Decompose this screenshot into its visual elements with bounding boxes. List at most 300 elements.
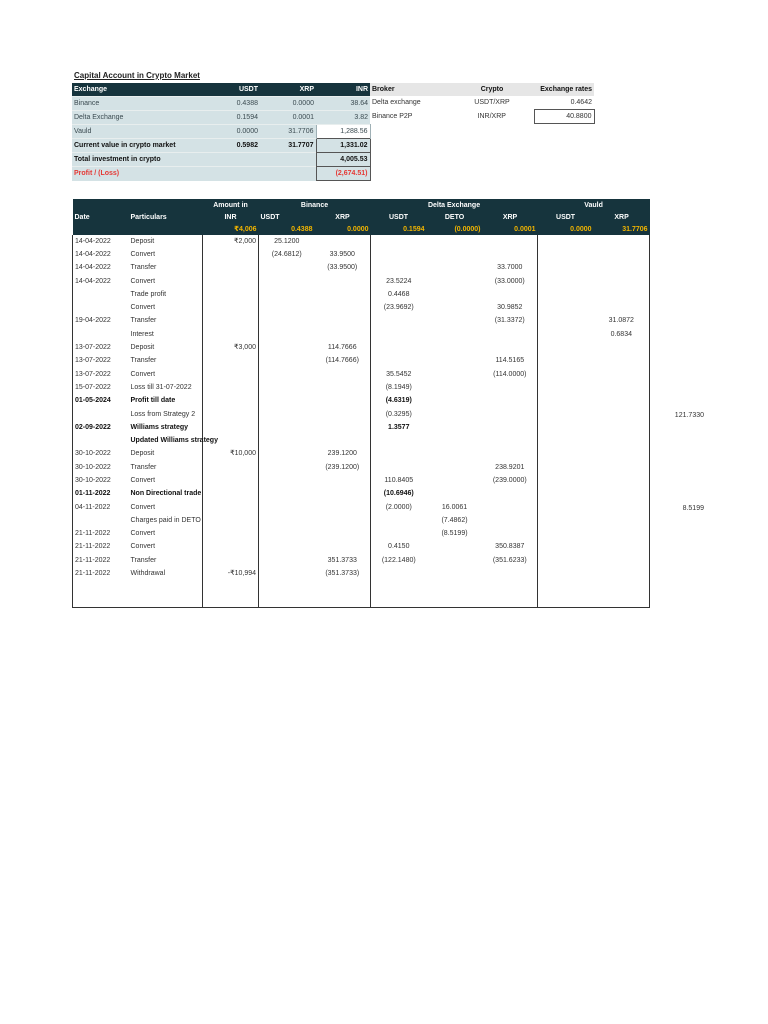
particulars-cell[interactable] [129,581,203,594]
particulars-cell[interactable]: Deposit [130,237,155,245]
value-cell[interactable] [315,301,371,314]
value-cell[interactable] [259,448,315,461]
value-cell[interactable] [371,567,427,580]
particulars-cell[interactable]: Charges paid in DETO [130,516,201,524]
broker-cell[interactable]: INR/XRP [450,110,534,124]
date-cell[interactable]: 30-10-2022 [73,474,129,487]
value-cell[interactable]: 0.4468 [371,288,427,301]
summary-cell[interactable]: Current value in crypto market [72,139,202,153]
value-cell[interactable] [483,434,538,447]
value-cell[interactable] [259,541,315,554]
value-cell[interactable] [259,514,315,527]
value-cell[interactable] [203,355,259,368]
value-cell[interactable] [594,488,650,501]
value-cell[interactable] [483,408,538,421]
value-cell[interactable] [259,528,315,541]
summary-cell[interactable]: 0.0001 [260,111,316,125]
value-cell[interactable]: 33.9500 [329,250,355,258]
value-cell[interactable]: (7.4862) [441,516,468,524]
value-cell[interactable] [594,421,650,434]
date-cell[interactable]: 30-10-2022 [73,448,129,461]
date-cell[interactable] [73,581,129,594]
particulars-cell[interactable]: Convert [130,304,156,312]
value-cell[interactable] [203,262,259,275]
value-cell[interactable]: (114.0000) [493,370,527,378]
value-cell[interactable] [594,341,650,354]
particulars-cell[interactable]: Profit till date [130,397,176,405]
value-cell[interactable] [259,381,315,394]
value-cell[interactable]: ₹10,000 [203,448,259,461]
date-cell[interactable]: 21-11-2022 [73,567,129,580]
summary-cell[interactable]: 4,005.53 [316,153,370,167]
value-cell[interactable] [427,301,483,314]
summary-cell[interactable]: 0.5982 [202,139,260,153]
summary-cell[interactable]: 0.0000 [260,97,316,111]
value-cell[interactable]: (23.9692) [371,301,427,314]
value-cell[interactable]: (239.1200) [325,463,360,471]
value-cell[interactable] [315,368,371,381]
value-cell[interactable]: 35.5452 [371,368,427,381]
date-cell[interactable]: 13-07-2022 [73,368,129,381]
value-cell[interactable] [315,514,371,527]
value-cell[interactable] [483,341,538,354]
particulars-cell[interactable]: Withdrawal [130,570,166,578]
value-cell[interactable] [259,328,315,341]
side-value[interactable]: 8.5199 [682,505,704,512]
value-cell[interactable] [594,235,650,248]
summary-cell[interactable]: Vauld [72,125,202,139]
value-cell[interactable] [483,248,538,261]
date-cell[interactable] [73,594,129,608]
value-cell[interactable] [203,368,259,381]
value-cell[interactable] [538,541,594,554]
date-cell[interactable]: 01-11-2022 [73,488,129,501]
value-cell[interactable] [259,368,315,381]
value-cell[interactable] [427,581,483,594]
value-cell[interactable]: (24.6812) [259,248,315,261]
value-cell[interactable] [538,235,594,248]
value-cell[interactable] [259,275,315,288]
summary-cell[interactable]: 1,331.02 [316,139,370,153]
particulars-cell[interactable]: Convert [130,250,156,258]
date-cell[interactable] [73,301,129,314]
broker-cell[interactable]: 40.8800 [534,110,594,124]
value-cell[interactable] [259,341,315,354]
value-cell[interactable] [538,262,594,275]
value-cell[interactable] [203,541,259,554]
value-cell[interactable] [594,408,650,421]
value-cell[interactable] [483,288,538,301]
value-cell[interactable] [315,541,371,554]
value-cell[interactable] [594,355,650,368]
value-cell[interactable] [538,248,594,261]
value-cell[interactable] [259,581,315,594]
value-cell[interactable] [315,488,371,501]
value-cell[interactable]: ₹2,000 [203,235,259,248]
particulars-cell[interactable]: Loss till 31-07-2022 [130,383,192,391]
value-cell[interactable] [538,421,594,434]
date-cell[interactable]: 21-11-2022 [73,554,129,567]
value-cell[interactable]: (2.0000) [371,501,427,514]
value-cell[interactable] [203,248,259,261]
value-cell[interactable] [483,567,538,580]
value-cell[interactable]: 30.9852 [497,304,523,312]
particulars-cell[interactable] [129,594,203,608]
value-cell[interactable] [483,328,538,341]
value-cell[interactable] [371,262,427,275]
value-cell[interactable]: (239.0000) [492,476,527,484]
value-cell[interactable] [259,288,315,301]
value-cell[interactable] [371,434,427,447]
value-cell[interactable] [427,315,483,328]
date-cell[interactable]: 14-04-2022 [73,248,129,261]
value-cell[interactable] [594,501,650,514]
value-cell[interactable] [594,275,650,288]
value-cell[interactable]: 114.7666 [327,344,357,352]
value-cell[interactable] [259,461,315,474]
particulars-cell[interactable]: Convert [130,543,156,551]
date-cell[interactable]: 02-09-2022 [73,421,129,434]
value-cell[interactable] [538,581,594,594]
value-cell[interactable]: 25.1200 [259,235,315,248]
value-cell[interactable] [315,434,371,447]
value-cell[interactable]: 350.8387 [495,543,525,551]
value-cell[interactable] [203,328,259,341]
date-cell[interactable]: 14-04-2022 [73,262,129,275]
summary-cell[interactable]: 0.4388 [202,97,260,111]
value-cell[interactable]: -₹10,994 [203,567,259,580]
broker-cell[interactable]: Binance P2P [370,110,450,124]
particulars-cell[interactable]: Convert [130,476,156,484]
value-cell[interactable] [483,381,538,394]
value-cell[interactable] [371,514,427,527]
value-cell[interactable]: 31.0872 [594,315,650,328]
summary-cell[interactable]: 31.7706 [260,125,316,139]
value-cell[interactable] [427,262,483,275]
value-cell[interactable] [203,315,259,328]
value-cell[interactable] [483,528,538,541]
value-cell[interactable] [203,501,259,514]
value-cell[interactable] [594,541,650,554]
value-cell[interactable] [315,275,371,288]
value-cell[interactable] [315,288,371,301]
date-cell[interactable]: 01-05-2024 [73,395,129,408]
value-cell[interactable] [259,355,315,368]
value-cell[interactable] [538,434,594,447]
value-cell[interactable] [371,581,427,594]
value-cell[interactable] [483,421,538,434]
value-cell[interactable] [259,501,315,514]
broker-cell[interactable]: USDT/XRP [450,96,534,110]
value-cell[interactable] [371,328,427,341]
value-cell[interactable] [259,554,315,567]
value-cell[interactable] [259,408,315,421]
value-cell[interactable] [203,288,259,301]
value-cell[interactable] [315,328,371,341]
summary-cell[interactable]: Total investment in crypto [72,153,316,167]
broker-cell[interactable]: 0.4642 [534,96,594,110]
value-cell[interactable] [538,301,594,314]
summary-cell[interactable]: Delta Exchange [72,111,202,125]
value-cell[interactable] [427,368,483,381]
broker-cell[interactable]: Delta exchange [370,96,450,110]
value-cell[interactable] [427,567,483,580]
value-cell[interactable] [538,368,594,381]
value-cell[interactable] [203,301,259,314]
value-cell[interactable] [315,408,371,421]
date-cell[interactable] [73,434,129,447]
value-cell[interactable] [203,594,259,608]
value-cell[interactable] [371,461,427,474]
value-cell[interactable] [371,248,427,261]
value-cell[interactable] [203,275,259,288]
value-cell[interactable] [483,448,538,461]
value-cell[interactable] [203,528,259,541]
value-cell[interactable] [371,341,427,354]
particulars-cell[interactable]: Convert [130,277,156,285]
value-cell[interactable]: (351.3733) [325,570,360,578]
value-cell[interactable] [371,355,427,368]
value-cell[interactable] [259,474,315,487]
value-cell[interactable]: (114.7666) [325,357,359,365]
value-cell[interactable] [315,235,371,248]
particulars-cell[interactable]: Deposit [130,344,155,352]
value-cell[interactable]: (4.6319) [371,395,427,408]
value-cell[interactable]: 0.4150 [371,541,427,554]
value-cell[interactable] [259,395,315,408]
value-cell[interactable] [594,395,650,408]
value-cell[interactable] [427,275,483,288]
value-cell[interactable] [538,567,594,580]
value-cell[interactable] [259,262,315,275]
value-cell[interactable] [315,528,371,541]
summary-cell[interactable]: 0.1594 [202,111,260,125]
value-cell[interactable] [538,528,594,541]
particulars-cell[interactable]: Transfer [130,463,157,471]
particulars-cell[interactable]: Convert [130,370,156,378]
value-cell[interactable] [594,554,650,567]
value-cell[interactable]: 1.3577 [371,421,427,434]
date-cell[interactable]: 21-11-2022 [73,528,129,541]
particulars-cell[interactable]: Interest [130,330,154,338]
value-cell[interactable]: 239.1200 [327,450,357,458]
value-cell[interactable] [594,594,650,608]
value-cell[interactable] [203,474,259,487]
summary-cell[interactable]: 31.7707 [260,139,316,153]
value-cell[interactable] [594,581,650,594]
particulars-cell[interactable]: Deposit [130,450,155,458]
value-cell[interactable]: (122.1480) [371,554,427,567]
value-cell[interactable]: 0.6834 [594,328,650,341]
value-cell[interactable]: ₹3,000 [203,341,259,354]
value-cell[interactable] [538,408,594,421]
value-cell[interactable] [594,514,650,527]
value-cell[interactable]: (10.6946) [371,488,427,501]
value-cell[interactable] [259,567,315,580]
value-cell[interactable] [538,288,594,301]
summary-cell[interactable]: Binance [72,97,202,111]
particulars-cell[interactable]: Convert [130,530,156,538]
particulars-cell[interactable]: Non Directional trade [130,490,202,498]
summary-cell[interactable]: (2,674.51) [316,167,370,181]
value-cell[interactable]: (8.5199) [441,530,468,538]
particulars-cell[interactable]: Williams strategy [130,423,189,431]
value-cell[interactable] [427,341,483,354]
value-cell[interactable] [315,421,371,434]
value-cell[interactable] [594,381,650,394]
value-cell[interactable] [315,315,371,328]
value-cell[interactable] [371,235,427,248]
side-value[interactable]: 121.7330 [674,412,704,419]
summary-cell[interactable]: 38.64 [316,97,370,111]
value-cell[interactable]: (33.0000) [494,277,525,285]
particulars-cell[interactable]: Loss from Strategy 2 [130,410,196,418]
date-cell[interactable] [73,408,129,421]
value-cell[interactable] [538,315,594,328]
value-cell[interactable] [427,248,483,261]
value-cell[interactable] [538,514,594,527]
date-cell[interactable] [73,514,129,527]
value-cell[interactable]: 16.0061 [441,503,468,511]
value-cell[interactable] [427,434,483,447]
summary-cell[interactable]: 1,288.56 [316,125,370,139]
value-cell[interactable] [315,594,371,608]
value-cell[interactable]: (0.3295) [371,408,427,421]
value-cell[interactable] [427,408,483,421]
value-cell[interactable] [259,488,315,501]
value-cell[interactable] [427,395,483,408]
particulars-cell[interactable]: Convert [130,503,156,511]
date-cell[interactable]: 04-11-2022 [73,501,129,514]
value-cell[interactable] [315,395,371,408]
particulars-cell[interactable]: Trade profit [130,290,167,298]
value-cell[interactable] [371,448,427,461]
value-cell[interactable] [538,474,594,487]
value-cell[interactable] [259,434,315,447]
value-cell[interactable] [427,235,483,248]
value-cell[interactable] [203,554,259,567]
value-cell[interactable] [371,315,427,328]
value-cell[interactable] [594,528,650,541]
value-cell[interactable] [483,488,538,501]
value-cell[interactable]: (31.3372) [494,317,525,325]
date-cell[interactable] [73,328,129,341]
value-cell[interactable] [483,235,538,248]
value-cell[interactable] [259,315,315,328]
particulars-cell[interactable]: Transfer [130,264,157,272]
value-cell[interactable] [427,541,483,554]
value-cell[interactable] [594,461,650,474]
value-cell[interactable] [538,355,594,368]
value-cell[interactable] [538,461,594,474]
value-cell[interactable] [427,421,483,434]
summary-cell[interactable]: Profit / (Loss) [72,167,316,181]
value-cell[interactable] [483,594,538,608]
value-cell[interactable] [538,554,594,567]
value-cell[interactable] [427,288,483,301]
value-cell[interactable]: 33.7000 [497,264,523,272]
value-cell[interactable] [427,461,483,474]
value-cell[interactable] [203,488,259,501]
value-cell[interactable] [259,421,315,434]
value-cell[interactable] [427,355,483,368]
date-cell[interactable]: 14-04-2022 [73,235,129,248]
particulars-cell[interactable]: Transfer [130,357,157,365]
value-cell[interactable] [427,448,483,461]
value-cell[interactable] [203,461,259,474]
value-cell[interactable] [427,328,483,341]
value-cell[interactable] [594,262,650,275]
value-cell[interactable] [594,448,650,461]
value-cell[interactable] [594,301,650,314]
value-cell[interactable] [538,448,594,461]
value-cell[interactable] [203,381,259,394]
value-cell[interactable] [483,501,538,514]
value-cell[interactable] [538,501,594,514]
value-cell[interactable] [483,514,538,527]
value-cell[interactable] [315,474,371,487]
value-cell[interactable] [538,381,594,394]
particulars-cell[interactable]: Transfer [130,317,157,325]
value-cell[interactable] [315,381,371,394]
value-cell[interactable] [538,488,594,501]
summary-cell[interactable]: 0.0000 [202,125,260,139]
value-cell[interactable] [538,275,594,288]
value-cell[interactable] [538,341,594,354]
value-cell[interactable] [203,514,259,527]
value-cell[interactable] [538,328,594,341]
particulars-cell[interactable]: Transfer [130,556,157,564]
value-cell[interactable] [203,421,259,434]
value-cell[interactable] [371,528,427,541]
value-cell[interactable] [538,395,594,408]
summary-cell[interactable]: 3.82 [316,111,370,125]
date-cell[interactable]: 19-04-2022 [73,315,129,328]
value-cell[interactable] [427,488,483,501]
value-cell[interactable]: 23.5224 [371,275,427,288]
value-cell[interactable] [483,395,538,408]
date-cell[interactable]: 15-07-2022 [73,381,129,394]
date-cell[interactable]: 30-10-2022 [73,461,129,474]
value-cell[interactable] [315,501,371,514]
value-cell[interactable] [594,434,650,447]
value-cell[interactable] [203,581,259,594]
value-cell[interactable] [427,594,483,608]
date-cell[interactable]: 14-04-2022 [73,275,129,288]
value-cell[interactable]: 114.5165 [495,357,525,365]
value-cell[interactable] [594,288,650,301]
particulars-cell[interactable]: Updated Williams strategy [130,437,218,445]
value-cell[interactable]: (33.9500) [327,264,358,272]
value-cell[interactable] [427,381,483,394]
value-cell[interactable] [594,474,650,487]
value-cell[interactable] [259,594,315,608]
date-cell[interactable]: 13-07-2022 [73,355,129,368]
value-cell[interactable] [371,594,427,608]
value-cell[interactable]: (351.6233) [492,556,527,564]
value-cell[interactable] [427,554,483,567]
value-cell[interactable] [203,395,259,408]
date-cell[interactable]: 21-11-2022 [73,541,129,554]
value-cell[interactable] [483,581,538,594]
value-cell[interactable]: 110.8405 [371,474,427,487]
value-cell[interactable]: 351.3733 [327,556,357,564]
value-cell[interactable] [594,248,650,261]
date-cell[interactable]: 13-07-2022 [73,341,129,354]
value-cell[interactable]: 238.9201 [495,463,525,471]
value-cell[interactable] [203,408,259,421]
value-cell[interactable]: (8.1949) [371,381,427,394]
